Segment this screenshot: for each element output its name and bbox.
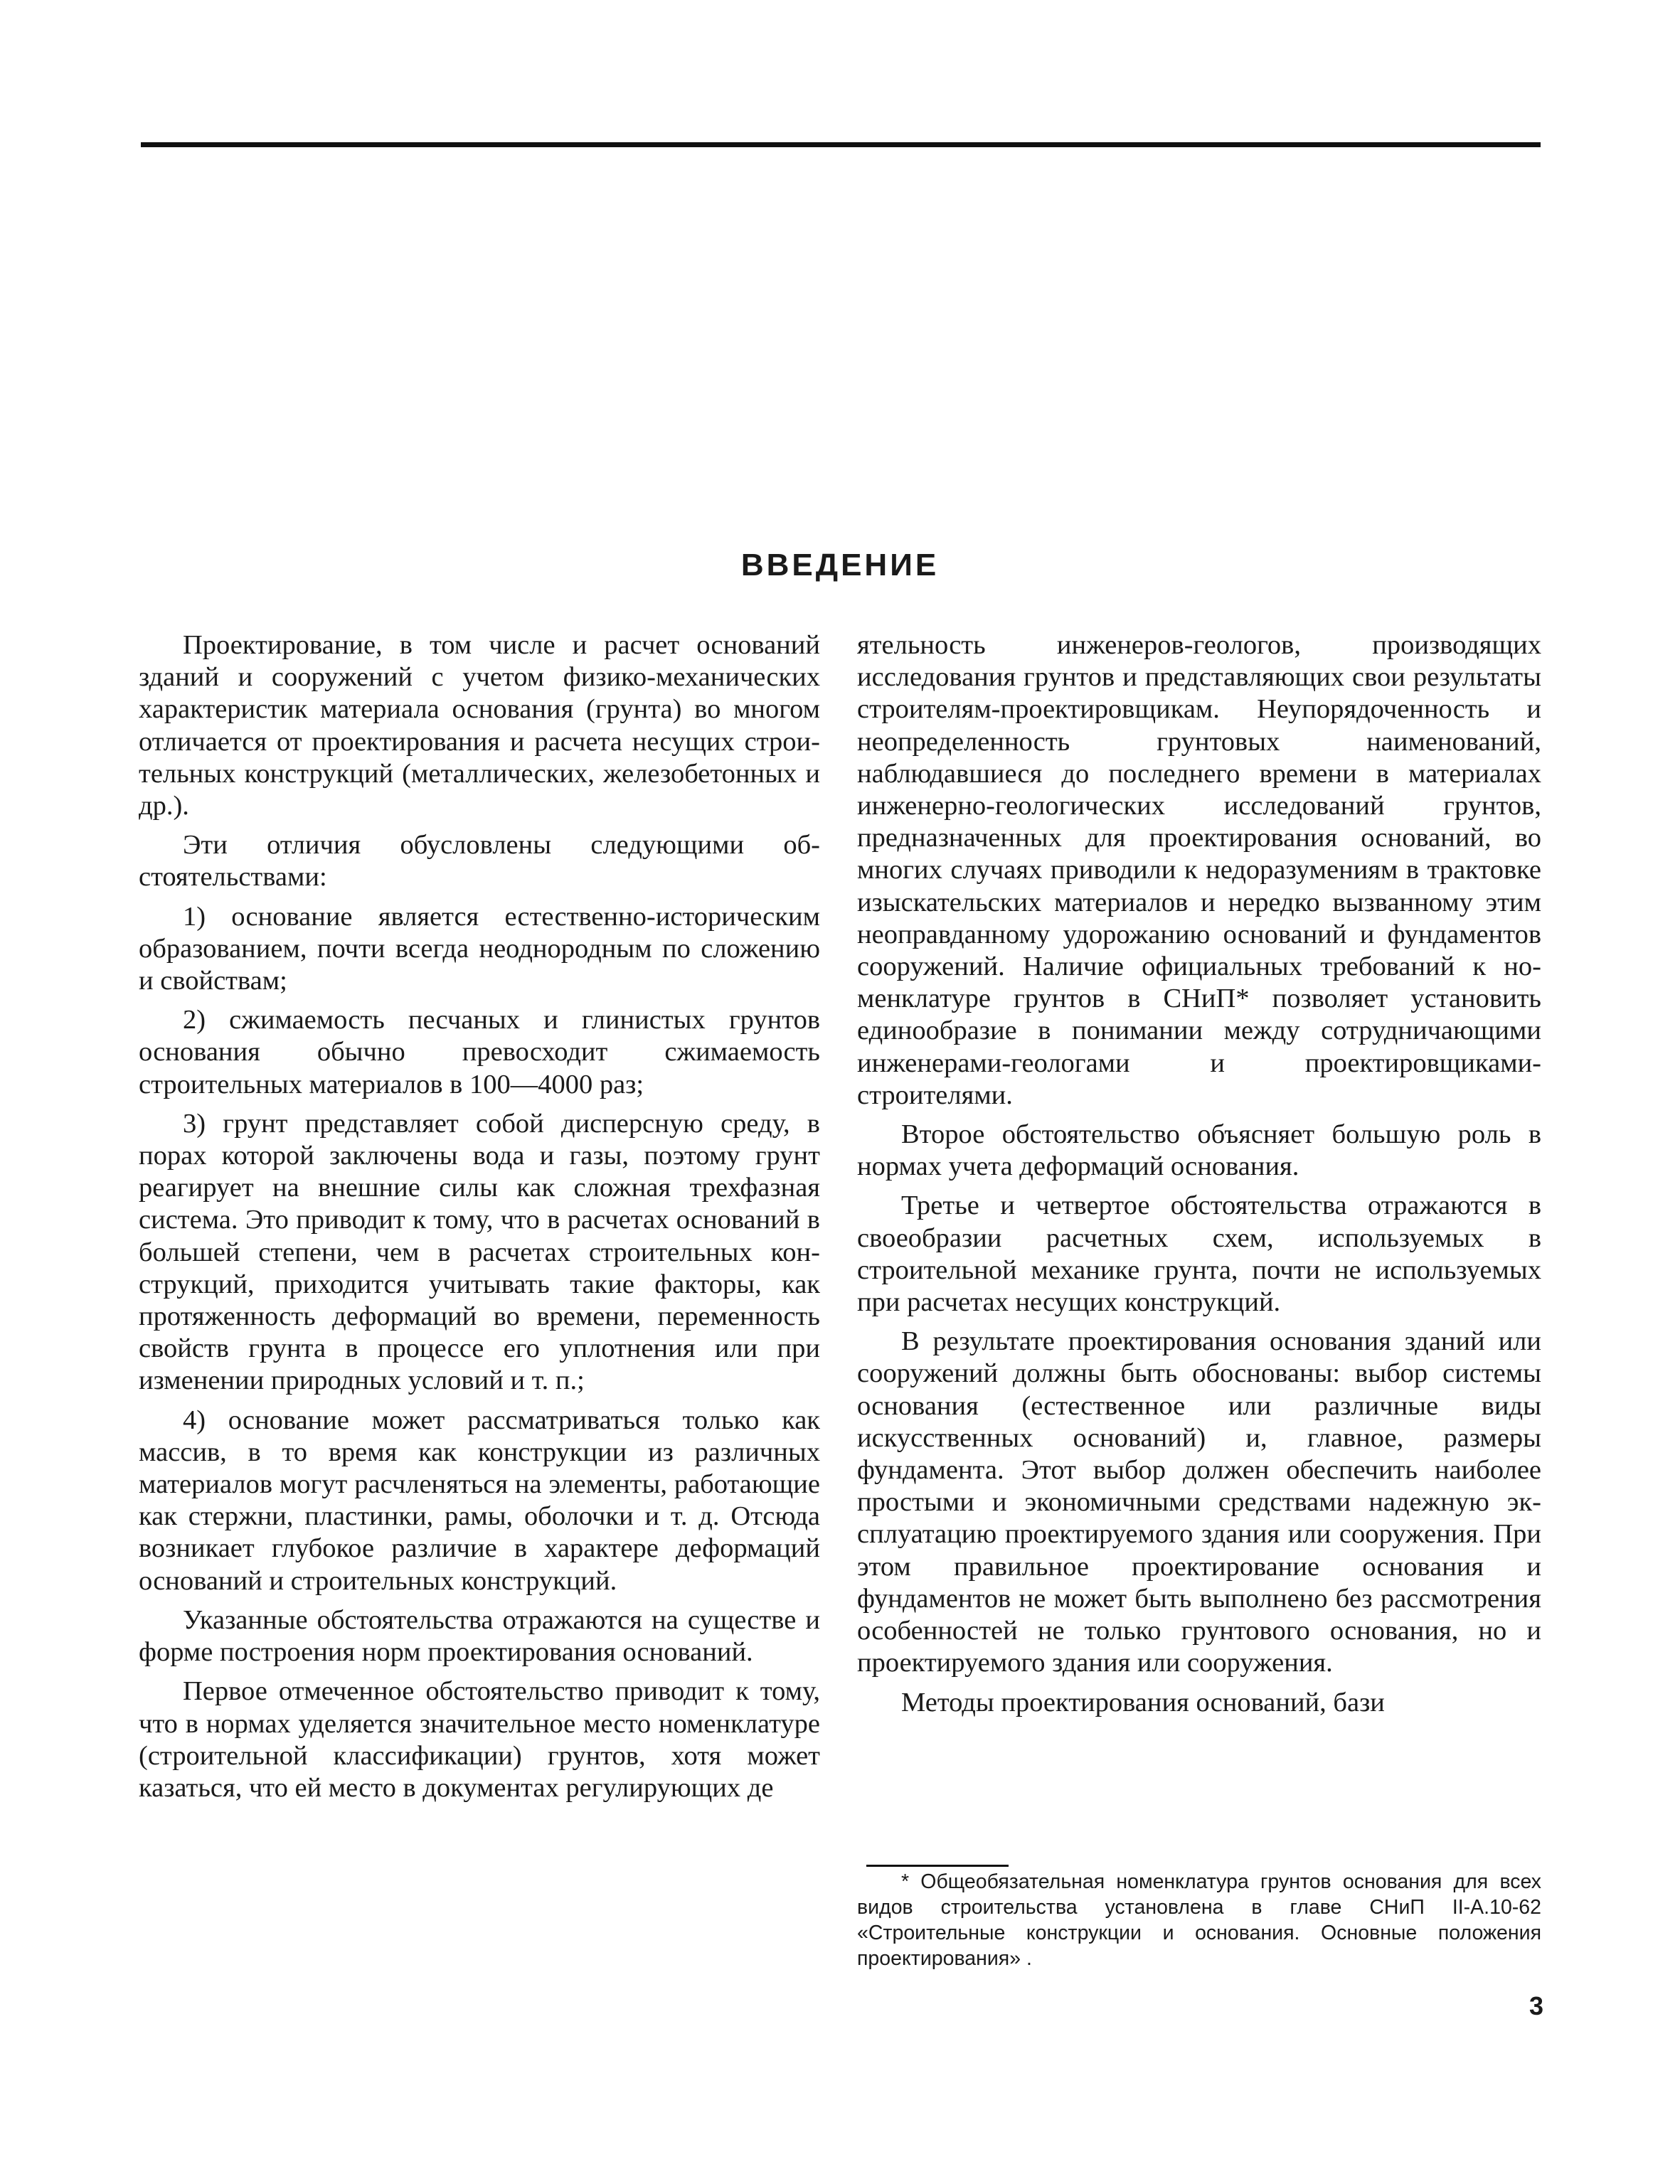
right-column bbox=[857, 629, 1541, 1726]
list-item-2: 2) сжимаемость песчаных и глинистых грунтов основания обычно превосходит сжимаемость строительных материалов в 100—4000 раз; bbox=[139, 1005, 820, 1099]
footnote: * Общеобязательная номенклатура грунтов основания для всех видов строительства установлена в главе СНиП II-А.10-62 «Строительные конструкции и основания. Основные положения проектирования» . bbox=[857, 1870, 1541, 1970]
paragraph: Указанные обстоятельства отражаются на существе и форме построения норм проектирования оснований. bbox=[139, 1604, 820, 1668]
paragraph: Третье и четвертое обстоятельства отражаются в своеобразии расчетных схем, используемых в строительной механике грунта, почти не используемых при расчетах несущих конструкций. bbox=[857, 1190, 1541, 1318]
left-column bbox=[139, 629, 820, 1811]
top-rule bbox=[141, 142, 1541, 147]
list-item-4: 4) основание может рассматриваться только как массив, в то время как конструкции из различных материалов могут расчленяться на элементы, работающие как стержни, пластинки, рамы, оболочки и т. д. Отсюда возникает глубокое различие в характере деформаций оснований и строительных конструкций. bbox=[139, 1405, 820, 1596]
chapter-title: ВВЕДЕНИЕ bbox=[740, 548, 940, 582]
paragraph: Эти отличия обусловлены следующими обстоятельствами: bbox=[139, 830, 820, 893]
page-number: 3 bbox=[1529, 1991, 1543, 2020]
paragraph: Первое отмеченное обстоятельство приводит к тому, что в нормах уделяется значительное место номенклатуре (строительной классификации) грунтов, хотя может казаться, что ей место в документах регулирующих де bbox=[139, 1676, 820, 1803]
paragraph: Второе обстоятельство объясняет большую роль в нормах учета деформаций основания. bbox=[857, 1119, 1541, 1182]
list-item-3: 3) грунт представляет собой дисперсную среду, в порах которой заключены вода и газы, поэтому грунт реагирует на внешние силы как сложная трехфазная система. Это приводит к тому, что в расчетах оснований в большей степени, чем в расчетах строительных конструкций, приходится учитывать такие факторы, как протяженность деформаций во времени, переменность свойств грунта в процессе его уплотнения или при изменении природных условий и т. п.; bbox=[139, 1108, 820, 1396]
paragraph: В результате проектирования основания зданий или сооружений должны быть обоснованы: выбор системы основания (естественное или различные виды искусственных оснований) и, главное, размеры фундамента. Этот выбор должен обеспечить наиболее простыми и экономичными средствами надежную эксплуатацию проектируемого здания или сооружения. При этом правильное проектирование основания и фундаментов не может быть выполнено без рассмотрения особенностей не только грунтового основания, но и проектируемого здания или сооружения. bbox=[857, 1326, 1541, 1678]
paragraph: Проектирование, в том числе и расчет оснований зданий и сооружений с учетом физико-механических характеристик материала основания (грунта) во многом отличается от проектирования и расчета несущих строительных конструкций (металлических, железобетонных и др.). bbox=[139, 630, 820, 821]
paragraph-continuation: ятельность инженеров-геологов, производящих исследования грунтов и представляющих свои результаты строителям-проектировщикам. Неупорядоченность и неопределенность грунтовых наименований, наблюдавшиеся до последнего времени в материалах инженерно-геологических исследований грунтов, предназначенных для проектирования оснований, во многих случаях приводили к недоразумениям в трактовке изыскательских материалов и нередко вызванному этим неоправданному удорожанию оснований и фундаментов сооружений. Наличие официальных требований к номенклатуре грунтов в СНиП* позволяет установить единообразие в понимании между сотрудничающими инженерами-геологами и проектировщиками-строителями. bbox=[857, 630, 1541, 1110]
list-item-1: 1) основание является естественно-историческим образованием, почти всегда неоднородным по сложению и свойствам; bbox=[139, 901, 820, 996]
paragraph: Методы проектирования оснований, бази bbox=[901, 1687, 1385, 1717]
footnote-rule bbox=[866, 1865, 1009, 1867]
